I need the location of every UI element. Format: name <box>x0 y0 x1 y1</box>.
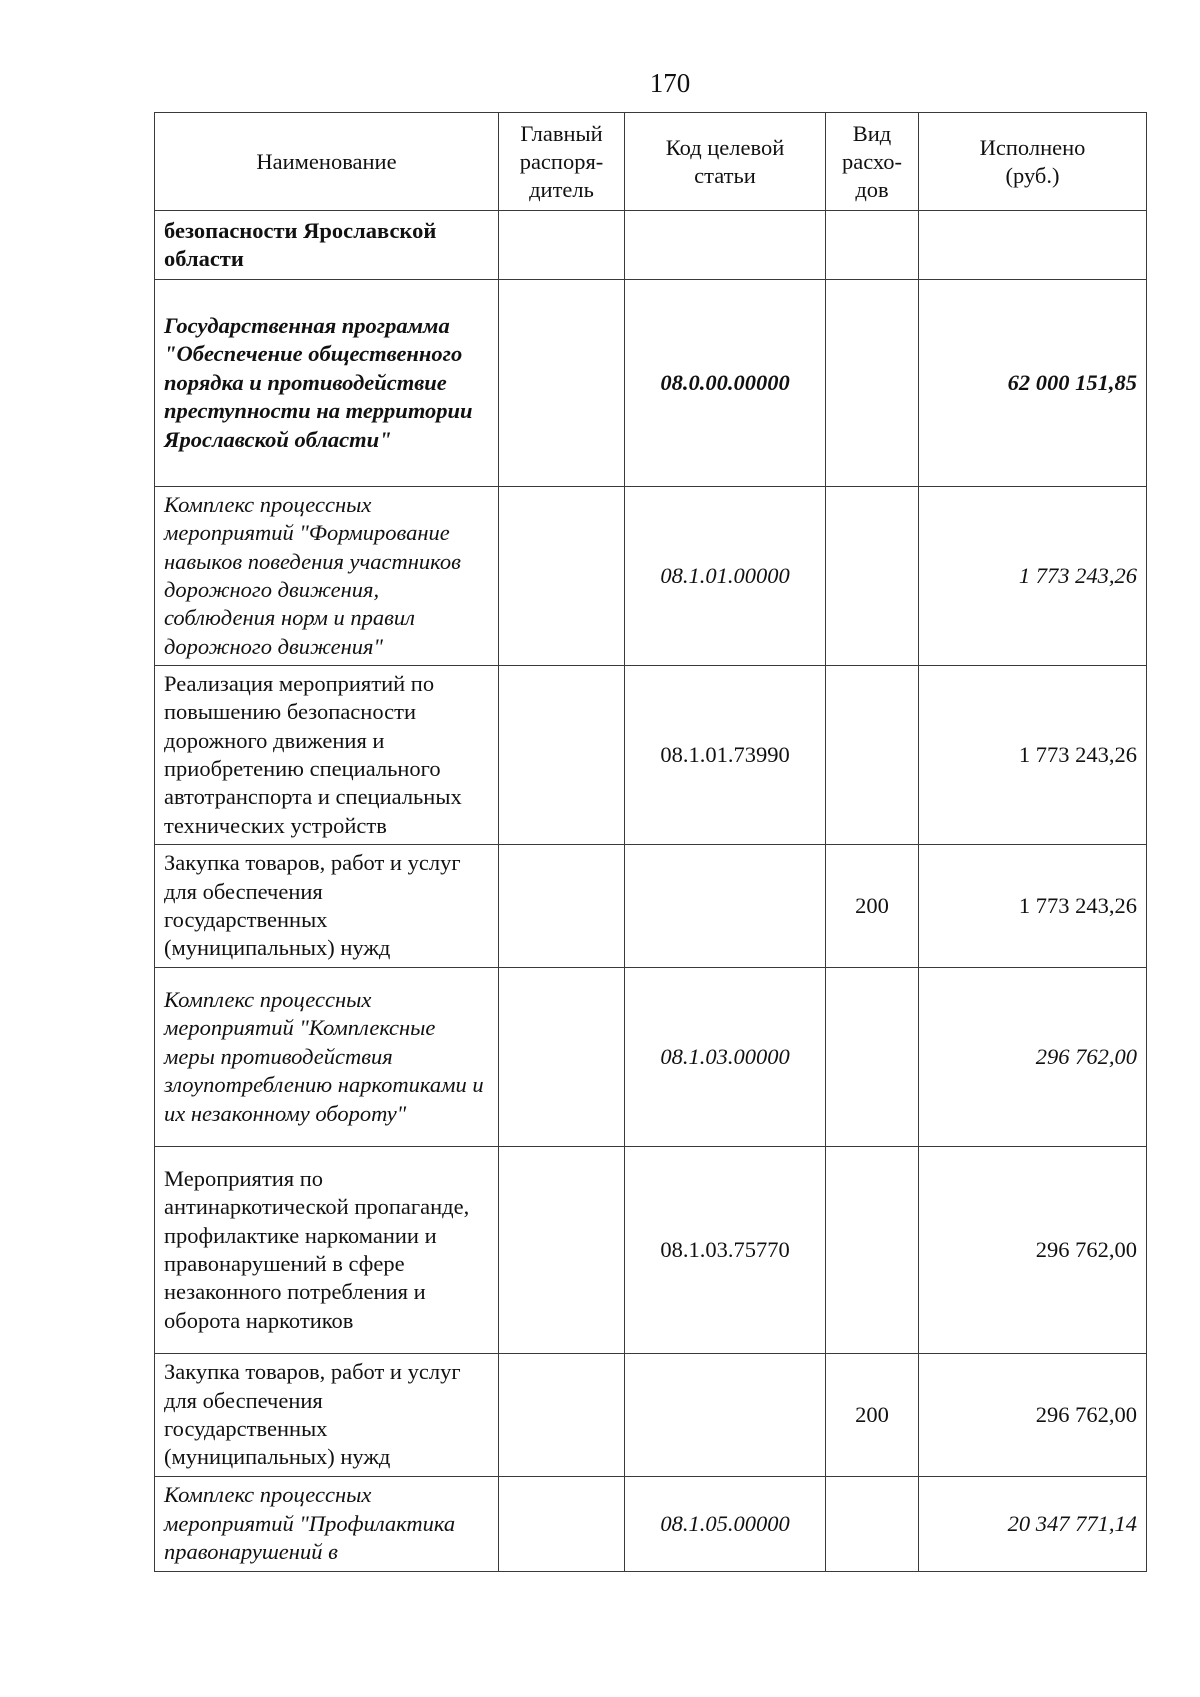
table-row <box>155 845 1147 968</box>
table-row <box>155 968 1147 1147</box>
header-chief-administrator: Главный распоря- дитель <box>499 113 625 211</box>
cell-amount: 1 773 243,26 <box>919 487 1147 666</box>
cell-code: 08.1.03.75770 <box>625 1147 826 1354</box>
cell-name: Комплекс процессных мероприятий "Профилактика правонарушений в <box>155 1477 499 1572</box>
cell-kind <box>826 487 919 666</box>
table-row <box>155 280 1147 487</box>
table-row <box>155 1477 1147 1572</box>
cell-admin <box>499 1147 625 1354</box>
cell-name: Закупка товаров, работ и услуг для обеспечения государственных (муниципальных) нужд <box>155 845 499 968</box>
cell-kind: 200 <box>826 1354 919 1477</box>
cell-admin <box>499 280 625 487</box>
header-target-code: Код целевой статьи <box>625 113 826 211</box>
cell-code <box>625 1354 826 1477</box>
table-row <box>155 211 1147 280</box>
cell-admin <box>499 968 625 1147</box>
table-header-row <box>155 113 1147 211</box>
cell-name: Мероприятия по антинаркотической пропаганде, профилактике наркомании и правонарушений в сфере незаконного потребления и оборота наркотиков <box>155 1147 499 1354</box>
cell-kind <box>826 1147 919 1354</box>
cell-kind <box>826 280 919 487</box>
cell-amount <box>919 211 1147 280</box>
cell-code <box>625 211 826 280</box>
cell-admin <box>499 487 625 666</box>
cell-amount: 296 762,00 <box>919 968 1147 1147</box>
header-expense-kind: Вид расхо- дов <box>826 113 919 211</box>
table-row <box>155 666 1147 845</box>
cell-name: Комплекс процессных мероприятий "Комплексные меры противодействия злоупотреблению наркотиками и их незаконному обороту" <box>155 968 499 1147</box>
cell-code: 08.0.00.00000 <box>625 280 826 487</box>
cell-name: Комплекс процессных мероприятий "Формирование навыков поведения участников дорожного движения, соблюдения норм и правил дорожного движения" <box>155 487 499 666</box>
cell-amount: 1 773 243,26 <box>919 845 1147 968</box>
cell-amount: 20 347 771,14 <box>919 1477 1147 1572</box>
budget-execution-table <box>154 112 1147 1572</box>
cell-amount: 62 000 151,85 <box>919 280 1147 487</box>
table-row <box>155 487 1147 666</box>
page-number: 170 <box>649 68 691 98</box>
cell-code: 08.1.01.00000 <box>625 487 826 666</box>
cell-admin <box>499 666 625 845</box>
cell-code <box>625 845 826 968</box>
header-executed-amount: Исполнено (руб.) <box>919 113 1147 211</box>
cell-admin <box>499 1477 625 1572</box>
cell-name: Реализация мероприятий по повышению безопасности дорожного движения и приобретению специального автотранспорта и специальных технических устройств <box>155 666 499 845</box>
cell-kind <box>826 211 919 280</box>
cell-admin <box>499 845 625 968</box>
cell-kind <box>826 666 919 845</box>
cell-name: Закупка товаров, работ и услуг для обеспечения государственных (муниципальных) нужд <box>155 1354 499 1477</box>
table-row <box>155 1354 1147 1477</box>
cell-amount: 296 762,00 <box>919 1354 1147 1477</box>
header-name: Наименование <box>155 113 499 211</box>
cell-kind: 200 <box>826 845 919 968</box>
cell-admin <box>499 211 625 280</box>
cell-amount: 1 773 243,26 <box>919 666 1147 845</box>
cell-name: безопасности Ярославской области <box>155 211 499 280</box>
cell-kind <box>826 968 919 1147</box>
cell-kind <box>826 1477 919 1572</box>
cell-code: 08.1.03.00000 <box>625 968 826 1147</box>
cell-code: 08.1.01.73990 <box>625 666 826 845</box>
cell-code: 08.1.05.00000 <box>625 1477 826 1572</box>
cell-name: Государственная программа "Обеспечение общественного порядка и противодействие преступности на территории Ярославской области" <box>155 280 499 487</box>
table-row <box>155 1147 1147 1354</box>
cell-amount: 296 762,00 <box>919 1147 1147 1354</box>
cell-admin <box>499 1354 625 1477</box>
